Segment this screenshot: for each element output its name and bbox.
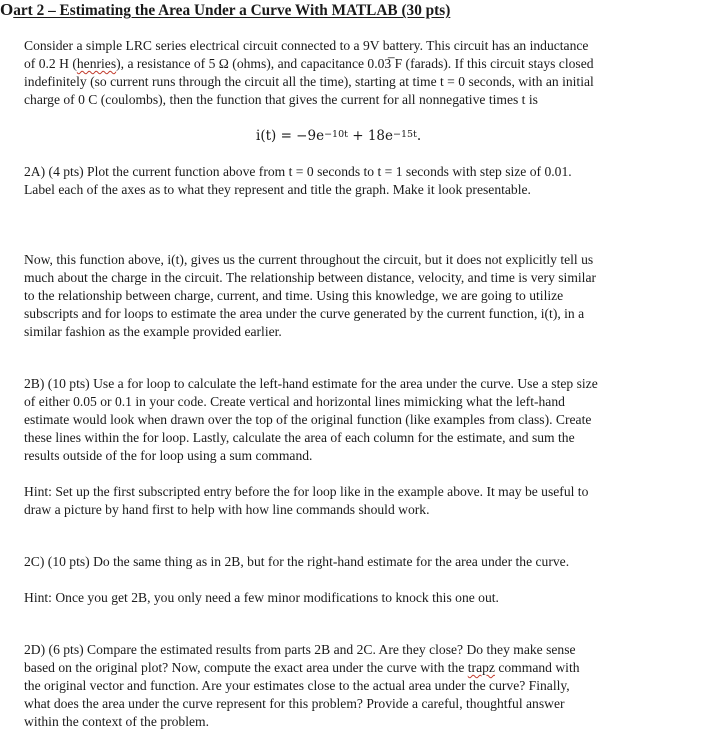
now-paragraph [24,251,684,341]
section-title [0,1,450,20]
title-prefix: O [0,0,14,19]
q2d-line-2: based on the original plot? Now, compute the exact area under the curve with the trapz command with [24,660,580,675]
current-equation: $i(t) = -9e^{-10t} + 18e^{-15t}$. [256,128,422,144]
q2b-line-1: 2B) (10 pts) Use a for loop to calculate the left-hand estimate for the area under the curve. Use a step size [24,376,598,391]
intro-paragraph [24,37,684,109]
title-text: art 2 – Estimating the Area Under a Curve With MATLAB (30 pts) [13,2,451,19]
hint1-line-1: Hint: Set up the first subscripted entry before the for loop like in the example above. It may be useful to [24,484,589,499]
q2d-line-4: what does the area under the curve represent for this problem? Provide a careful, thoughtful answer [24,696,565,711]
hint-2b [24,483,684,519]
now-line-4: subscripts and for loops to estimate the area under the curve generated by the current function, i(t), in a [24,306,585,321]
now-line-3: to the relationship between charge, current, and time. Using this knowledge, we are going to utilize [24,288,564,303]
intro-line-3: indefinitely (so current runs through the circuit all the time), starting at time t = 0 seconds, with an initial [24,74,594,89]
trapz-word: trapz [467,660,495,675]
question-2b [24,375,684,465]
intro-line-4: charge of 0 C (coulombs), then the function that gives the current for all nonnegative times t is [24,92,538,107]
q2b-line-5: results outside of the for loop using a sum command. [24,448,313,463]
q2b-line-2: of either 0.05 or 0.1 in your code. Create vertical and horizontal lines mimicking what the left-hand [24,394,565,409]
q2b-line-4: these lines within the for loop. Lastly, calculate the area of each column for the estimate, and sum the [24,430,575,445]
q2a-line-1: 2A) (4 pts) Plot the current function above from t = 0 seconds to t = 1 seconds with step size of 0.01. [24,164,572,179]
now-line-5: similar fashion as the example provided earlier. [24,324,282,339]
question-2c [24,553,684,571]
intro-line-1: Consider a simple LRC series electrical circuit connected to a 9V battery. This circuit has an inductance [24,38,589,53]
hint-2c [24,589,684,607]
q2d-line-1: 2D) (6 pts) Compare the estimated results from parts 2B and 2C. Are they close? Do they make sense [24,642,576,657]
q2d-line-5: within the context of the problem. [24,714,209,729]
q2d-line-3: the original vector and function. Are your estimates close to the actual area under the curve? Finally, [24,678,570,693]
hint2-line-1: Hint: Once you get 2B, you only need a few minor modifications to knock this one out. [24,590,499,605]
q2a-line-2: Label each of the axes as to what they represent and title the graph. Make it look presentable. [24,182,531,197]
henries-word: henries [76,56,117,71]
intro-line-2: of 0.2 H (henries), a resistance of 5 Ω (ohms), and capacitance 0.03̅ F (farads). If this circuit stays closed [24,56,594,71]
hint1-line-2: draw a picture by hand first to help with how line commands should work. [24,502,430,517]
now-line-2: much about the charge in the circuit. The relationship between distance, velocity, and time is very similar [24,270,597,285]
q2c-line-1: 2C) (10 pts) Do the same thing as in 2B, but for the right-hand estimate for the area under the curve. [24,554,570,569]
question-2d [24,641,684,731]
question-2a [24,163,684,199]
now-line-1: Now, this function above, i(t), gives us the current throughout the circuit, but it does not explicitly tell us [24,252,594,267]
q2b-line-3: estimate would look when drawn over the top of the original function (like examples from class). Create [24,412,592,427]
